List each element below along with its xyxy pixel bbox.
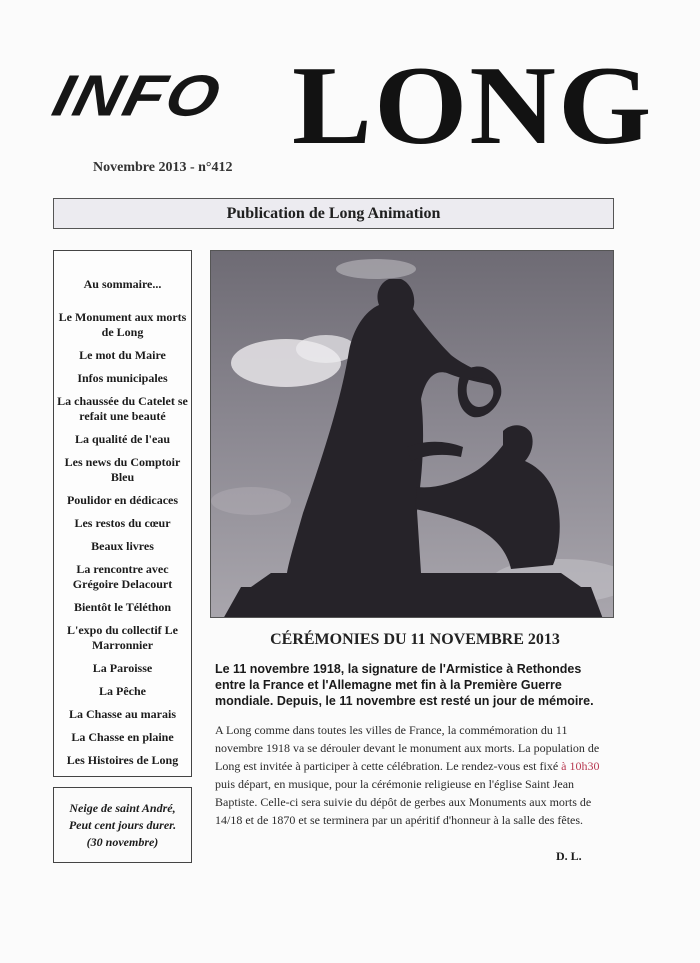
table-of-contents	[53, 250, 192, 777]
toc-item[interactable]: La chaussée du Catelet se refait une beauté	[57, 394, 188, 423]
toc-item[interactable]: La Chasse en plaine	[71, 730, 174, 744]
article-time: à 10h30	[561, 759, 600, 773]
article-body-part: puis départ, en musique, pour la cérémonie religieuse en l'église Saint Jean Baptiste. Celle-ci sera suivie du dépôt de gerbes aux Monuments aux morts de 14/18 et de 1870 et se terminera par un apéritif d'honneur à la salle des fêtes.	[215, 777, 592, 827]
proverb-line: Peut cent jours durer.	[68, 817, 177, 832]
masthead-info: INFO	[46, 62, 229, 128]
toc-item[interactable]: La Pêche	[99, 684, 146, 698]
toc-list	[54, 310, 191, 768]
toc-item[interactable]: La rencontre avec Grégoire Delacourt	[72, 562, 173, 591]
toc-item[interactable]: Le Monument aux morts de Long	[58, 310, 187, 339]
toc-item[interactable]: La Chasse au marais	[68, 707, 176, 721]
toc-item[interactable]: Bientôt le Téléthon	[73, 600, 172, 614]
article-body	[215, 721, 615, 829]
toc-item[interactable]: Les news du Comptoir Bleu	[64, 455, 181, 484]
toc-item[interactable]: Poulidor en dédicaces	[66, 493, 179, 507]
proverb-line: Neige de saint André,	[69, 800, 176, 815]
toc-item[interactable]: La qualité de l'eau	[74, 432, 170, 446]
toc-item[interactable]: La Paroisse	[92, 661, 153, 675]
toc-item[interactable]: Infos municipales	[77, 371, 168, 385]
article-signature: D. L.	[556, 849, 582, 863]
publication-title: Publication de Long Animation	[226, 204, 441, 222]
proverb-box	[53, 787, 192, 863]
article-body-part: A Long comme dans toutes les villes de France, la commémoration du 11 novembre 1918 va se dérouler devant le monument aux morts. La population de Long est invitée à participer à cette célébration. Le rendez-vous est fixé	[215, 723, 600, 773]
proverb-date: (30 novembre)	[86, 834, 159, 849]
toc-item[interactable]: Le mot du Maire	[79, 348, 166, 362]
toc-heading: Au sommaire...	[83, 277, 162, 291]
issue-line: Novembre 2013 - n°412	[93, 160, 233, 175]
toc-item[interactable]: L'expo du collectif Le Marronnier	[67, 623, 178, 652]
publication-bar	[53, 198, 614, 229]
masthead-long: LONG	[292, 44, 654, 168]
toc-item[interactable]: Beaux livres	[91, 539, 154, 553]
monument-photo	[210, 250, 614, 618]
article-lead: Le 11 novembre 1918, la signature de l'Armistice à Rethondes entre la France et l'Allemagne met fin à la Première Guerre mondiale. Depuis, le 11 novembre est resté un jour de mémoire.	[215, 662, 594, 708]
article-headline: CÉRÉMONIES DU 11 NOVEMBRE 2013	[270, 631, 560, 648]
toc-item[interactable]: Les Histoires de Long	[66, 753, 179, 767]
toc-item[interactable]: Les restos du cœur	[74, 516, 171, 530]
